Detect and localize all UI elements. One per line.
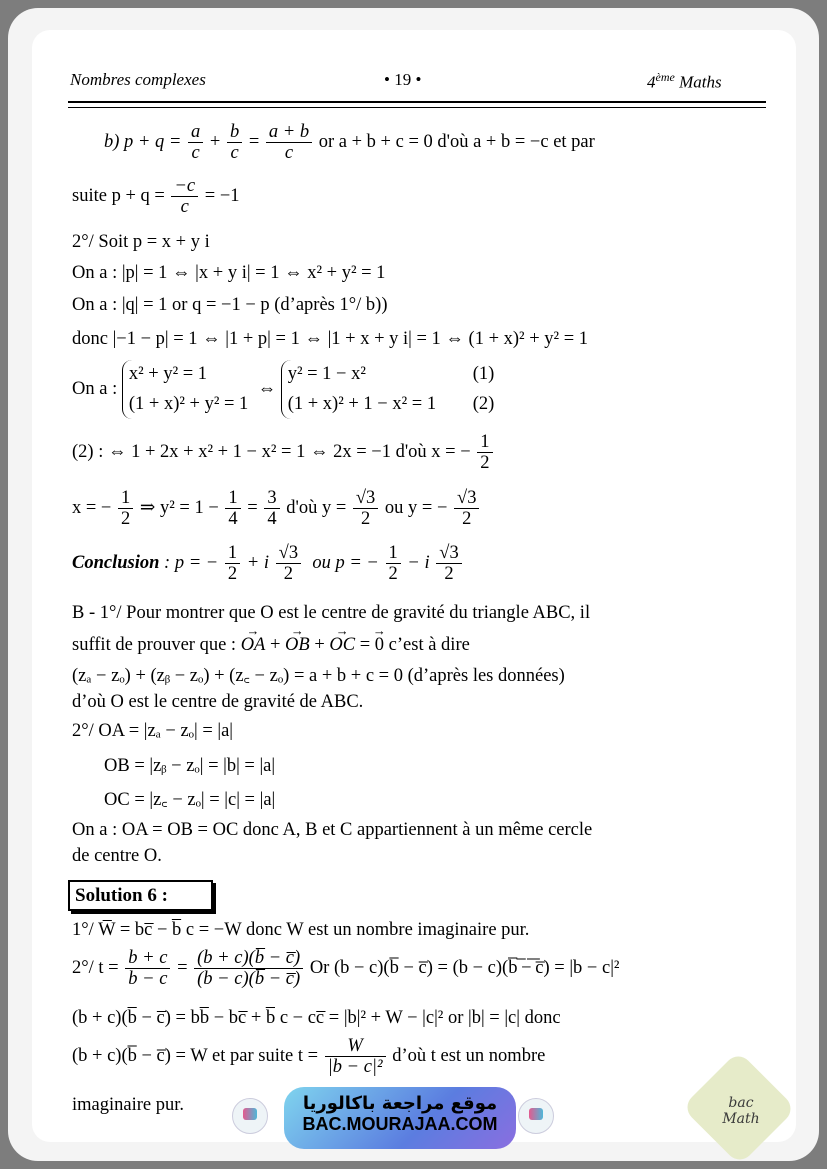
- system-line: On a : x² + y² = 1 (1 + x)² + y² = 1 ⇔ y² = 1 − x² (1 + x)² + 1 − x² = 1 (1) (2): [72, 360, 494, 419]
- solution-heading: Solution 6 :: [68, 880, 213, 911]
- line-S5: imaginaire pur.: [72, 1095, 184, 1115]
- line-b: b) p + q = $\frac{a}{c}$ + $\frac{b}{c}$ = $\frac{a + b}{c}$ or a + b + c = 0 d'où a + b = −c et par: [104, 122, 595, 164]
- site-logo-icon: [232, 1098, 268, 1134]
- line-B4: d’où O est le centre de gravité de ABC.: [72, 692, 364, 712]
- header-rule-thin: [68, 107, 766, 108]
- line-S1: 1°/ W̅ = bc̅ − b̅ c = −W donc W est un nombre imaginaire pur.: [72, 920, 530, 940]
- line-B5: 2°/ OA = |zₐ − zₒ| = |a|: [72, 721, 233, 741]
- site-banner[interactable]: [284, 1087, 516, 1149]
- line-S4: (b + c)(b̅ − c̅) = W et par suite t = $\frac{W}{\text{|b − c|²}}$ d’où t est un nombre: [72, 1036, 546, 1078]
- banner-url[interactable]: BAC.MOURAJAA.COM: [302, 1114, 498, 1134]
- line-modp: On a : |p| = 1 ⇔ |x + y i| = 1 ⇔ x² + y² = 1: [72, 263, 386, 283]
- line-x: x = − $\frac{1}{2}$ ⇒ y² = 1 − $\frac{1}{4}$ = $\frac{3}{4}$ d'où y = $\frac{√3}{2}$ ou y = − $\frac{√3}{2}$: [72, 488, 481, 530]
- line-soit: 2°/ Soit p = x + y i: [72, 232, 210, 252]
- line-B7: OC = |z꜀ − zₒ| = |c| = |a|: [104, 790, 276, 810]
- document-page: [32, 30, 796, 1142]
- page-number: • 19 •: [384, 70, 422, 89]
- line-B1: B - 1°/ Pour montrer que O est le centre de gravité du triangle ABC, il: [72, 603, 591, 623]
- conclusion: Conclusion : p = − $\frac{1}{2}$ + i $\frac{√3}{2}$ ou p = − $\frac{1}{2}$ − i $\frac{√3}{2}$: [72, 543, 464, 585]
- line-B9: de centre O.: [72, 846, 162, 866]
- line-B6: OB = |zᵦ − zₒ| = |b| = |a|: [104, 756, 276, 776]
- site-logo-icon-right: [518, 1098, 554, 1134]
- line-suite: suite p + q = $\frac{-c}{c}$ = −1: [72, 176, 240, 218]
- line-B8: On a : OA = OB = OC donc A, B et C appartiennent à un même cercle: [72, 820, 593, 840]
- banner-arabic: موقع مراجعة باكالوريا: [302, 1093, 498, 1114]
- line-S2: 2°/ t = $\frac{b + c}{b - c}$ = $\frac{(b + c)(b̅ - c̅)}{(b - c)(b̅ - c̅)}$ Or (b − c)(b̅ − c̅) = (b − c)(b̅ ̅−̅ ̅c̅) = |b − c|²: [72, 948, 620, 990]
- line-B3: (zₐ − zₒ) + (zᵦ − zₒ) + (z꜀ − zₒ) = a + b + c = 0 (d’après les données): [72, 666, 565, 686]
- header-level: 4ème Maths: [647, 70, 722, 92]
- line-eq2: (2) : ⇔ 1 + 2x + x² + 1 − x² = 1 ⇔ 2x = −1 d'où x = − $\frac{1}{2}$: [72, 432, 495, 474]
- header-title: Nombres complexes: [70, 70, 206, 89]
- line-modq: On a : |q| = 1 or q = −1 − p (d’après 1°/ b)): [72, 295, 388, 315]
- line-B2: suffit de prouver que : → OA + → OB + → OC = → 0 c’est à dire: [72, 636, 470, 655]
- header-rule: [68, 101, 766, 103]
- line-donc: donc |−1 − p| = 1 ⇔ |1 + p| = 1 ⇔ |1 + x + y i| = 1 ⇔ (1 + x)² + y² = 1: [72, 329, 589, 349]
- bacmath-watermark: bac Math: [722, 1095, 760, 1127]
- line-S3: (b + c)(b̅ − c̅) = bb̅ − bc̅ + b̅ c − cc̅ = |b|² + W − |c|² or |b| = |c| donc: [72, 1008, 561, 1028]
